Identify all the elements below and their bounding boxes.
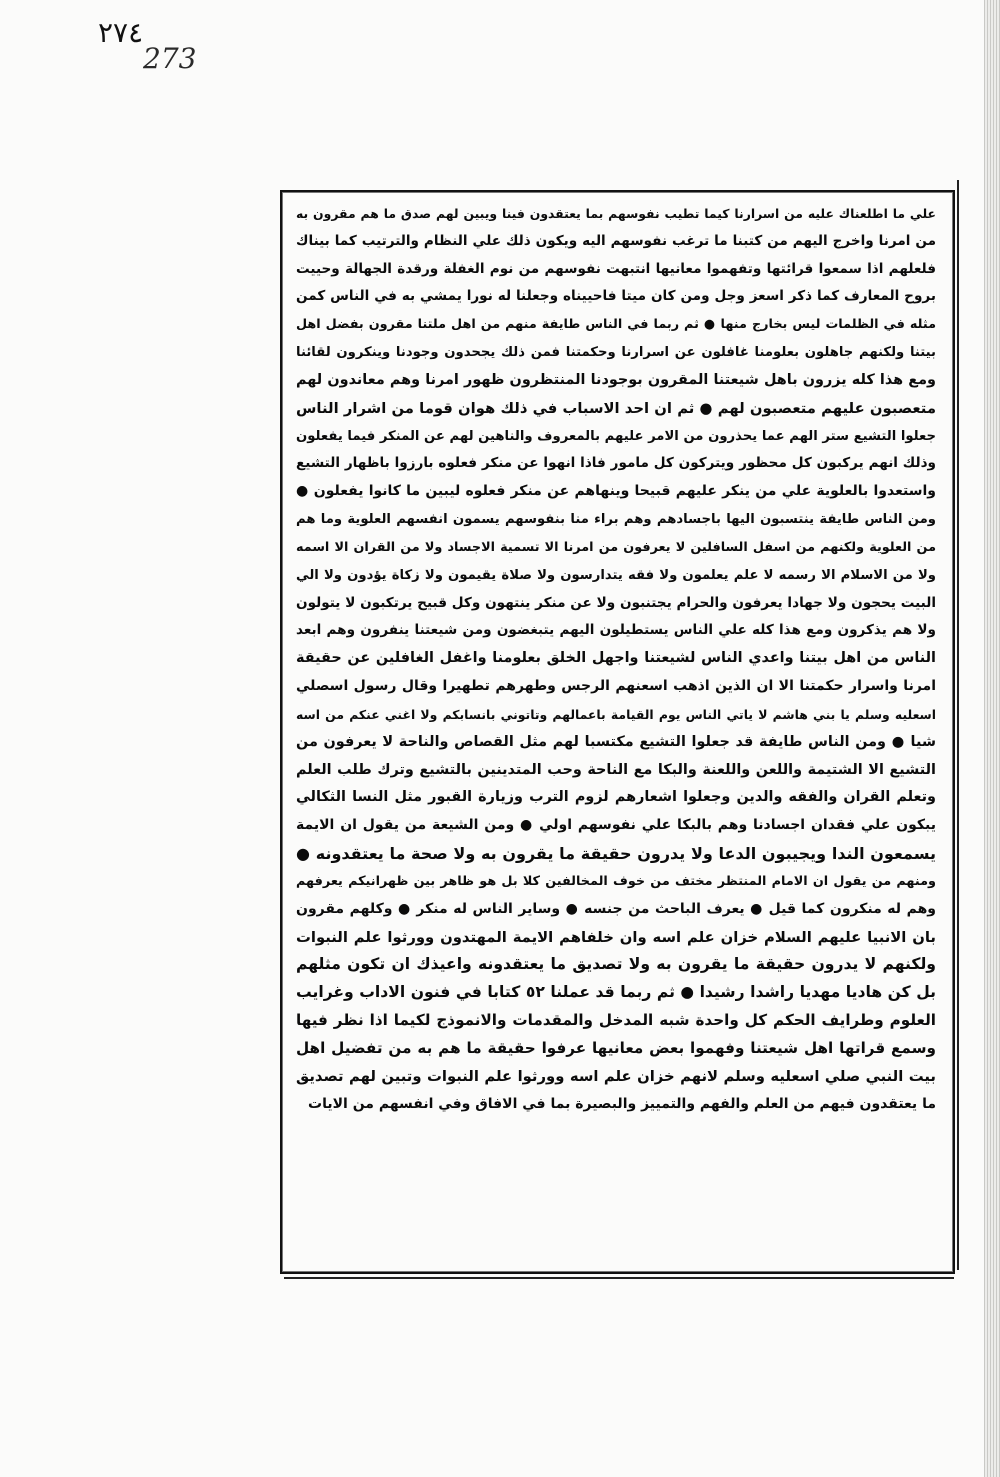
- text-line: العلوم وطرايف الحكم كل واحدة شبه المدخل والمقدمات والانموذج لكيما اذا نظر فيها: [296, 1011, 936, 1030]
- text-line: بل كن هاديا مهديا راشدا رشيدا ● ثم ربما قد عملنا ٥٢ كتابا في فنون الاداب وغرايب: [296, 983, 936, 1002]
- text-line: ومن الناس طايفة ينتسبون اليها باجسادهم وهم براء منا بنفوسهم يسمون انفسهم العلوية وما هم: [296, 512, 936, 528]
- text-line: ومنهم من يقول ان الامام المنتظر مختف من خوف المخالفين كلا بل هو ظاهر بين ظهرانيكم يعرفهم: [296, 873, 936, 889]
- text-line: امرنا واسرار حكمتنا الا ان الذين اذهب اسعنهم الرجس وطهرهم تطهيرا وقال رسول اسصلي: [296, 678, 936, 695]
- text-line: بيت النبي صلي اسعليه وسلم لانهم خزان علم اسه وورثوا علم النبوات وتبين لهم تصديق: [296, 1067, 936, 1085]
- text-line: من امرنا واخرج اليهم من كتبنا ما ترغب نفوسهم اليه ويكون ذلك علي النظام والترتيب كما بيناك: [296, 232, 936, 249]
- text-line: الناس من اهل بيتنا واعدي الناس لشيعتنا واجهل الخلق بعلومنا واغفل الغافلين عن حقيقة: [296, 650, 936, 667]
- text-line: علي ما اطلعناك عليه من اسرارنا كيما تطيب نفوسهم بما يعتقدون فينا ويبين لهم صدق ما هم مقرون به: [296, 206, 936, 221]
- text-line: جعلوا التشيع ستر الهم عما يحذرون من الامر عليهم بالمعروف والناهين لهم عن المنكر فيما يفعلون: [296, 428, 936, 444]
- text-line: بيتنا ولكنهم جاهلون بعلومنا غافلون عن اسرارنا وحكمتنا فمن ذلك يجحدون وجودنا وينكرون لقائنا: [296, 345, 936, 361]
- text-line: ولكنهم لا يدرون حقيقة ما يقرون به ولا تصديق ما يعتقدونه واعيذك ان تكون مثلهم: [296, 955, 936, 974]
- text-line: ما يعتقدون فيهم من العلم والفهم والتمييز والبصيرة بما في الافاق وفي انفسهم من الايات: [308, 1095, 936, 1112]
- text-line: وذلك انهم يركبون كل محظور ويتركون كل مامور فاذا انهوا عن منكر فعلوه بارزوا باظهار التشيع: [296, 455, 936, 472]
- text-line: اسعليه وسلم يا بني هاشم لا ياتي الناس يوم القيامة باعمالهم وتاتوني بانسابكم ولا اغني عنكم من اسه: [296, 706, 936, 722]
- text-line: شيا ● ومن الناس طايفة قد جعلوا التشيع مكتسبا لهم مثل القصاص والناحة لا يعرفون من: [296, 733, 936, 750]
- text-line: ومع هذا كله يزرون باهل شيعتنا المقرون بوجودنا المنتظرون ظهور امرنا وهم معاندون لهم: [296, 371, 936, 388]
- text-line: وتعلم القران والفقه والدين وجعلوا اشعارهم لزوم الترب وزيارة القبور مثل النسا الثكالي: [296, 789, 936, 806]
- frame-rule-bottom: [284, 1277, 954, 1279]
- text-line: وهم له منكرون كما قيل ● يعرف الباحث من جنسه ● وساير الناس له منكر ● وكلهم مقرون: [296, 900, 936, 917]
- text-line: ولا من الاسلام الا رسمه لا علم يعلمون ولا فقه يتدارسون ولا صلاة يقيمون ولا زكاة يؤدون ولا الي: [296, 567, 936, 583]
- text-line: وسمع قراتها اهل شيعتنا وفهموا بعض معانيها عرفوا حقيقة ما هم به من تفضيل اهل: [296, 1038, 936, 1057]
- text-line: البيت يحجون ولا جهادا يعرفون والحرام يجتنبون ولا عن منكر ينتهون وكل قبيح يرتكبون لا يتولون: [296, 594, 936, 611]
- text-line: متعصبون عليهم متعصبون لهم ● ثم ان احد الاسباب في ذلك هوان قوما من اشرار الناس: [296, 399, 936, 417]
- text-line: يسمعون الندا ويجيبون الدعا ولا يدرون حقيقة ما يقرون به ولا صحة ما يعتقدونه ●: [296, 844, 936, 864]
- text-line: ولا هم يذكرون ومع هذا كله علي الناس يستطيلون اليهم يتبغضون ومن شيعتنا ينفرون وهم ابعد: [296, 622, 936, 639]
- frame-rule-right: [957, 180, 959, 1270]
- folio-number-latin: 273: [143, 42, 197, 75]
- text-line: بان الانبيا عليهم السلام خزان علم اسه وان خلفاهم الايمة المهتدون وورثوا علم النبوات: [296, 928, 936, 946]
- binding-gutter: [984, 0, 1000, 1477]
- text-line: يبكون علي فقدان اجسادنا وهم بالبكا علي نفوسهم اولي ● ومن الشيعة من يقول ان الايمة: [296, 817, 936, 834]
- manuscript-text-block: [296, 200, 936, 1268]
- text-line: التشيع الا الشتيمة واللعن واللعنة والبكا مع الناحة وحب المتدينين بالتشيع وترك طلب العلم: [296, 761, 936, 778]
- text-line: بروح المعارف كما ذكر اسعز وجل ومن كان ميتا فاحييناه وجعلنا له نورا يمشي به في الناس كمن: [296, 288, 936, 305]
- folio-number-arabic: ٢٧٤: [98, 16, 144, 49]
- text-line: فلعلهم اذا سمعوا قرائتها وتفهموا معانيها انتبهت نفوسهم من نوم الغفلة ورقدة الجهالة وحييت: [296, 260, 936, 277]
- text-line: من العلوية ولكنهم من اسفل السافلين لا يعرفون من امرنا الا تسمية الاجساد ولا من القران الا اسمه: [296, 539, 936, 555]
- text-line: مثله في الظلمات ليس بخارج منها ● ثم ربما في الناس طايفة منهم من اهل ملتنا مقرون بفضل اهل: [296, 317, 936, 333]
- text-line: واستعدوا بالعلوية علي من ينكر عليهم قبيحا وينهاهم عن منكر فعلوه ليبين ما كانوا يفعلون ●: [296, 483, 936, 500]
